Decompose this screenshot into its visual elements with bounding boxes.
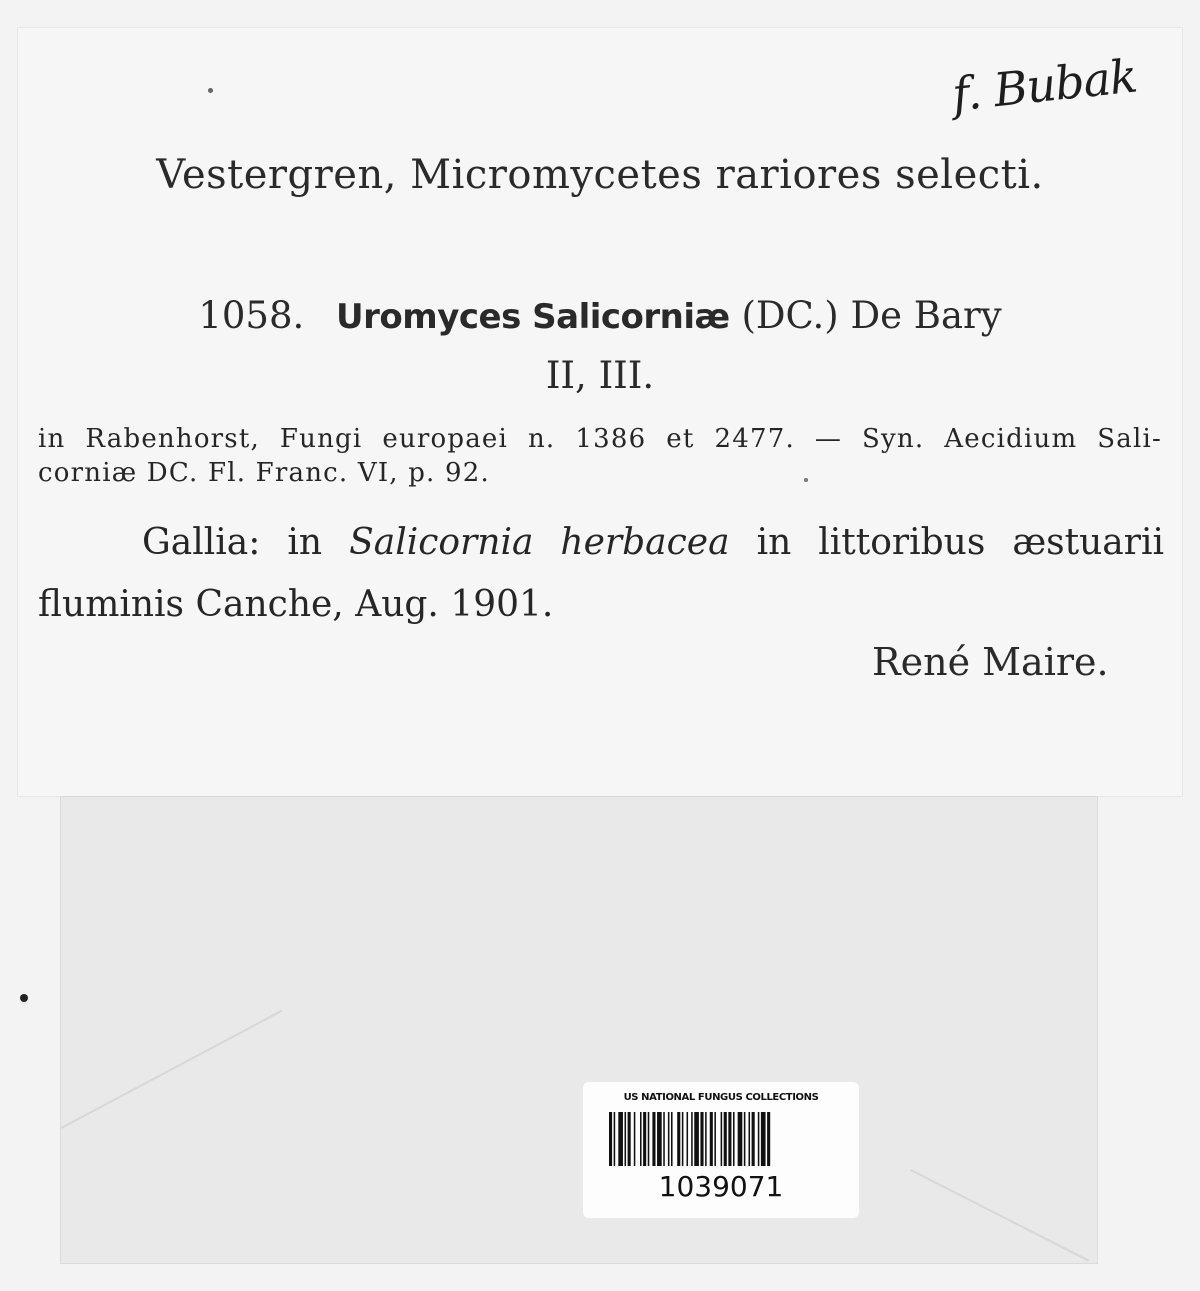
taxon-name: Uromyces Salicorniæ — [336, 297, 730, 337]
locality-line: fluminis Canche, Aug. 1901. — [38, 584, 554, 625]
locality-prefix: Gallia: in — [142, 522, 323, 563]
barcode-bar — [761, 1112, 766, 1166]
barcode-bar — [687, 1112, 689, 1166]
barcode-bar — [694, 1112, 699, 1166]
collector-name: René Maire. — [872, 640, 1109, 684]
barcode-bar — [609, 1112, 612, 1166]
locality-suffix: in littoribus æstuarii — [756, 522, 1164, 563]
specimen-envelope — [60, 796, 1098, 1264]
handwritten-annotation: f. Bubak — [949, 48, 1140, 122]
barcode-bar — [671, 1112, 673, 1166]
barcode-bar — [710, 1112, 713, 1166]
barcode-bar — [767, 1112, 770, 1166]
reference-line: corniæ DC. Fl. Franc. VI, p. 92. — [38, 458, 490, 488]
barcode-label — [583, 1082, 859, 1218]
barcode-bar — [628, 1112, 631, 1166]
barcode-bar — [640, 1112, 642, 1166]
barcode-bar — [682, 1112, 684, 1166]
barcode-bar — [648, 1112, 650, 1166]
barcode-bar — [752, 1112, 755, 1166]
barcode-bar — [677, 1112, 680, 1166]
host-name: Salicornia herbacea — [349, 522, 730, 563]
barcode-bar — [733, 1112, 735, 1166]
speck-mark — [208, 88, 213, 93]
envelope-flap-line — [61, 1010, 283, 1129]
barcode-bar — [663, 1112, 665, 1166]
barcode-bar — [691, 1112, 693, 1166]
barcode-bar — [634, 1112, 636, 1166]
barcode-bar — [668, 1112, 670, 1166]
barcode-bar — [700, 1112, 703, 1166]
speck-mark — [804, 478, 808, 482]
envelope-flap-line — [910, 1169, 1089, 1262]
barcode-bar — [721, 1112, 723, 1166]
barcode-bar — [614, 1112, 616, 1166]
series-title: Vestergren, Micromycetes rariores selecti. — [156, 152, 1044, 198]
barcode-bar — [744, 1112, 746, 1166]
locality-line — [38, 522, 1164, 563]
barcode-bar — [728, 1112, 731, 1166]
barcode-bar — [643, 1112, 646, 1166]
barcode-bar — [714, 1112, 716, 1166]
barcode-bars — [609, 1112, 833, 1166]
taxon-authority: (DC.) De Bary — [741, 294, 1002, 337]
barcode-bar — [758, 1112, 760, 1166]
specimen-number: 1058. — [198, 294, 305, 337]
reference-line: in Rabenhorst, Fungi europaei n. 1386 et 2477. — Syn. Aecidium Sali- — [38, 424, 1162, 454]
barcode-number: 1039071 — [658, 1170, 784, 1203]
barcode-institution: US NATIONAL FUNGUS COLLECTIONS — [623, 1092, 819, 1103]
barcode-bar — [724, 1112, 727, 1166]
barcode-bar — [738, 1112, 743, 1166]
barcode-bar — [652, 1112, 655, 1166]
barcode-bar — [705, 1112, 707, 1166]
barcode-bar — [657, 1112, 662, 1166]
barcode-bar — [749, 1112, 751, 1166]
barcode-bar — [625, 1112, 627, 1166]
speck-mark — [20, 994, 28, 1002]
specimen-heading — [0, 294, 1200, 337]
spore-stages: II, III. — [545, 354, 655, 397]
barcode-bar — [618, 1112, 623, 1166]
